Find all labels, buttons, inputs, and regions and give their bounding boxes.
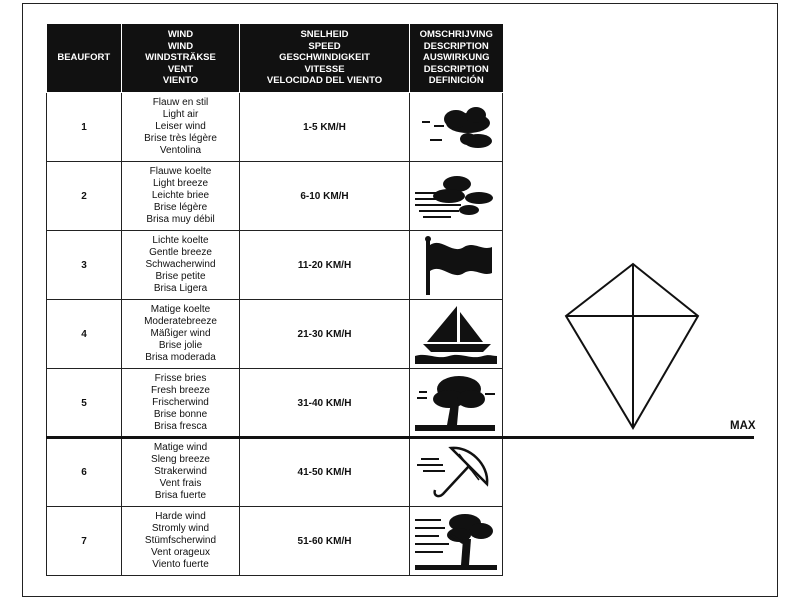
clouds-breeze-icon [410,162,503,231]
beaufort-number: 7 [47,507,122,576]
kite-icon [560,260,710,435]
table-row [47,162,503,231]
wind-names: Flauwe koelte Light breeze Leichte briee Brise légère Brisa muy débil [122,162,240,231]
wind-speed: 11-20 KM/H [240,231,410,300]
table-row [47,300,503,369]
wind-names: Harde wind Stromly wind Stümfscherwind Vent orageux Viento fuerte [122,507,240,576]
wind-speed: 31-40 KM/H [240,369,410,438]
wind-names: Flauw en stil Light air Leiser wind Brise très légère Ventolina [122,93,240,162]
table-row [47,93,503,162]
beaufort-number: 1 [47,93,122,162]
clouds-light-icon [410,93,503,162]
wind-speed: 51-60 KM/H [240,507,410,576]
wind-speed: 41-50 KM/H [240,438,410,507]
header-wind: WIND WIND WINDSTRÄKSE VENT VIENTO [122,24,240,93]
header-speed: SNELHEID SPEED GESCHWINDIGKEIT VITESSE VELOCIDAD DEL VIENTO [240,24,410,93]
table-row [47,438,503,507]
beaufort-number: 4 [47,300,122,369]
header-row [47,24,503,93]
wind-speed: 6-10 KM/H [240,162,410,231]
header-beaufort: BEAUFORT [47,24,122,93]
beaufort-number: 5 [47,369,122,438]
beaufort-table [46,24,503,576]
header-description: OMSCHRIJVING DESCRIPTION AUSWIRKUNG DESCRIPTION DEFINICIÓN [410,24,503,93]
wind-names: Lichte koelte Gentle breeze Schwacherwind Brise petite Brisa Ligera [122,231,240,300]
beaufort-number: 2 [47,162,122,231]
max-label: MAX [730,420,756,432]
flag-icon [410,231,503,300]
tree-icon [410,369,503,438]
table-row [47,231,503,300]
beaufort-number: 6 [47,438,122,507]
wind-names: Matige wind Sleng breeze Strakerwind Vent frais Brisa fuerte [122,438,240,507]
wind-speed: 21-30 KM/H [240,300,410,369]
umbrella-icon [410,438,503,507]
tree-windy-icon [410,507,503,576]
table-row [47,507,503,576]
wind-speed: 1-5 KM/H [240,93,410,162]
wind-names: Frisse bries Fresh breeze Frischerwind Brise bonne Brisa fresca [122,369,240,438]
beaufort-number: 3 [47,231,122,300]
max-line [46,436,754,439]
sailboat-icon [410,300,503,369]
table-row [47,369,503,438]
wind-names: Matige koelte Moderatebreeze Mäßiger wind Brise jolie Brisa moderada [122,300,240,369]
